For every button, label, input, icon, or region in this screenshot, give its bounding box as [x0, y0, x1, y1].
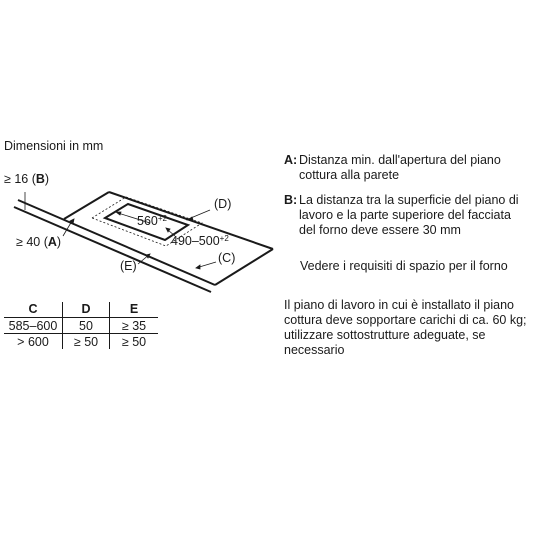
oven-requirement-note: Vedere i requisiti di spazio per il forno: [300, 259, 508, 273]
d-label: (D): [214, 197, 232, 211]
table-cell: 50: [63, 318, 110, 334]
legend-text-b-line1: La distanza tra la superficie del piano di: [299, 193, 519, 207]
load-capacity-note: [284, 298, 546, 358]
load-note-line1: Il piano di lavoro in cui è installato il piano: [284, 298, 514, 312]
table-header-c: C: [4, 302, 63, 318]
installation-diagram: [0, 160, 290, 300]
legend-item-a: [284, 153, 546, 183]
table-header-d: D: [63, 302, 110, 318]
load-note-line3: utilizzare sottostrutture adeguate, se: [284, 328, 486, 342]
a-label: ≥ 40 (A): [16, 235, 62, 249]
legend-text-b-line2: lavoro e la parte superiore del facciata: [299, 208, 511, 222]
legend-key-b: B:: [284, 193, 298, 207]
diagram-title: Dimensioni in mm: [4, 139, 104, 153]
table-header-e: E: [110, 302, 159, 318]
load-note-line4: necessario: [284, 343, 345, 357]
table-row: [4, 334, 158, 350]
legend-item-b: [284, 193, 546, 238]
legend-text-b-line3: del forno deve essere 30 mm: [299, 223, 461, 237]
b-label: ≥ 16 (B): [4, 172, 50, 186]
legend-text-a-line2: cottura alla parete: [299, 168, 400, 182]
inner-width-label: $560^{+2}$: [137, 214, 167, 228]
table-row: [4, 318, 158, 334]
load-note-line2: cottura deve sopportare carichi di ca. 60 kg;: [284, 313, 527, 327]
legend-text-a-line1: Distanza min. dall'apertura del piano: [299, 153, 501, 167]
arrowhead: [196, 265, 200, 269]
legend-key-a: A:: [284, 153, 298, 167]
c-label: (C): [218, 251, 236, 265]
table-cell: > 600: [17, 334, 49, 349]
table-cell: ≥ 50: [110, 334, 159, 350]
table-cell: 585–600: [4, 318, 63, 334]
table-cell: ≥ 50: [63, 334, 110, 350]
arrowhead: [116, 212, 121, 215]
countertop-left-depth-edge: [64, 192, 109, 219]
dimension-arrows: [25, 192, 216, 269]
e-label: (E): [120, 259, 137, 273]
outer-width-label: $490-500^{+2}$: [171, 234, 229, 248]
clearance-table: [4, 302, 158, 349]
table-header-row: [4, 302, 158, 318]
table-cell: ≥ 35: [110, 318, 159, 334]
